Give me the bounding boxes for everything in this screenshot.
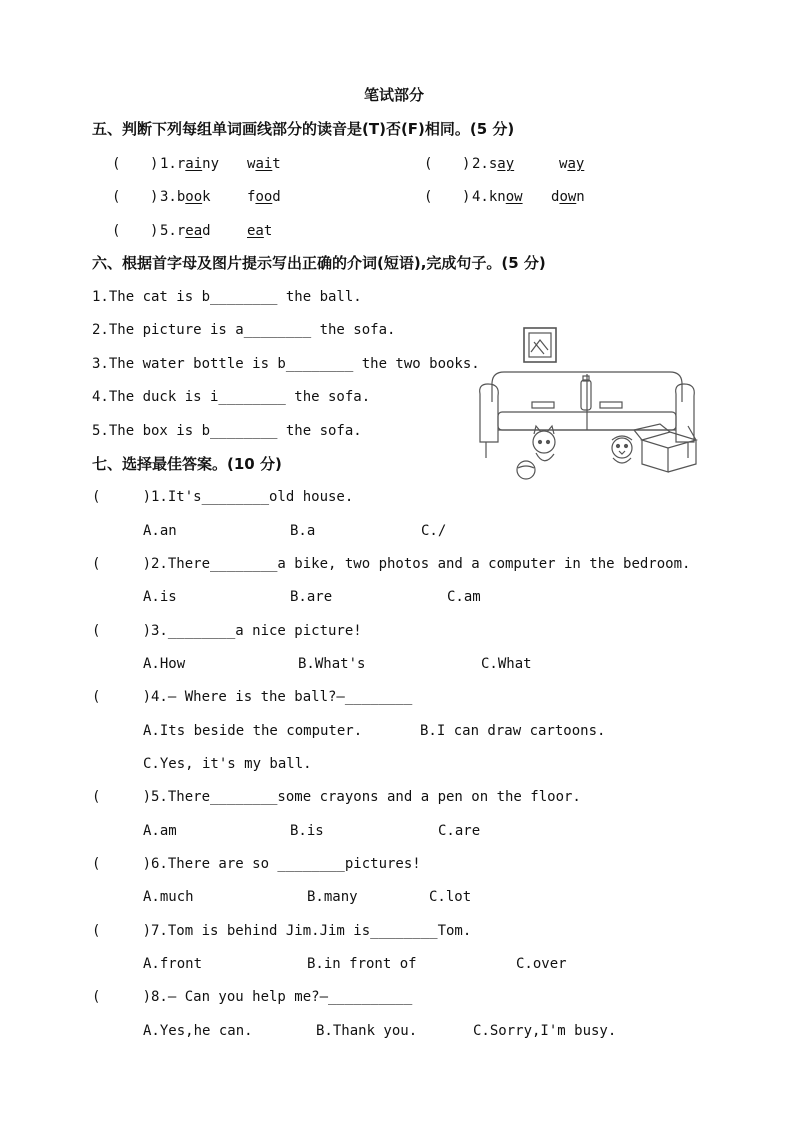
item-number: 2. <box>472 156 489 172</box>
section-6-heading: 六、根据首字母及图片提示写出正确的介词(短语),完成句子。(5 分) <box>92 254 546 272</box>
word-2-prefix: w <box>559 156 568 172</box>
word-2 <box>247 155 281 173</box>
answer-paren-open: ( <box>112 189 121 205</box>
option-a: A.Its beside the computer. <box>143 723 363 739</box>
option-b: B.are <box>290 589 333 605</box>
option-c: C./ <box>421 523 447 539</box>
word-2-underlined: ea <box>247 223 264 239</box>
option-b: B.Thank you. <box>316 1023 418 1039</box>
option-a: A.an <box>143 523 177 539</box>
word-2-prefix: f <box>247 189 256 205</box>
option-a: A.is <box>143 589 177 605</box>
answer-paren-close: ) <box>150 223 159 239</box>
option-c: C.lot <box>429 889 472 905</box>
option-a: A.front <box>143 956 203 972</box>
option-b: B.a <box>290 523 316 539</box>
option-c: C.Yes, it's my ball. <box>143 756 312 772</box>
box <box>634 424 696 472</box>
word-2 <box>551 188 585 206</box>
word-1-underlined: ea <box>185 223 203 239</box>
word-1-underlined: ay <box>497 156 515 172</box>
item-number: 5. <box>160 223 177 239</box>
item-number: 4. <box>472 189 489 205</box>
item-number: 3. <box>160 189 177 205</box>
word-pair-item <box>160 188 211 206</box>
option-a: A.am <box>143 823 177 839</box>
option-c: C.Sorry,I'm busy. <box>473 1023 617 1039</box>
option-b: B.is <box>290 823 324 839</box>
word-1-suffix: k <box>202 189 211 205</box>
duck <box>612 436 632 463</box>
word-1-underlined: ow <box>505 189 523 205</box>
question: ( )2.There________a bike, two photos and a computer in the bedroom. <box>92 556 691 572</box>
word-1-prefix: kn <box>488 189 506 205</box>
question: ( )7.Tom is behind Jim.Jim is________Tom. <box>92 923 472 939</box>
word-2-suffix: n <box>576 189 585 205</box>
word-2 <box>247 188 281 206</box>
word-2-prefix: w <box>247 156 256 172</box>
question: ( )3.________a nice picture! <box>92 623 362 639</box>
fill-blank-sentence: 2.The picture is a________ the sofa. <box>92 322 396 338</box>
option-a: A.Yes,he can. <box>143 1023 253 1039</box>
word-1-prefix: r <box>176 223 186 239</box>
option-c: C.What <box>481 656 532 672</box>
word-2-suffix: t <box>272 156 281 172</box>
word-pair-item <box>472 155 514 173</box>
word-2-underlined: ai <box>255 156 273 172</box>
word-2-prefix: d <box>551 189 560 205</box>
word-2 <box>559 155 584 173</box>
page-title: 笔试部分 <box>364 86 425 104</box>
answer-paren-open: ( <box>112 156 121 172</box>
option-c: C.am <box>447 589 481 605</box>
word-1-suffix: ny <box>202 156 220 172</box>
item-number: 1. <box>160 156 177 172</box>
section-7-heading: 七、选择最佳答案。(10 分) <box>92 455 282 473</box>
question: ( )5.There________some crayons and a pen on the floor. <box>92 789 581 805</box>
answer-paren-close: ) <box>150 189 159 205</box>
word-2-underlined: ay <box>567 156 585 172</box>
option-b: B.I can draw cartoons. <box>420 723 606 739</box>
question: ( )8.— Can you help me?—__________ <box>92 989 413 1005</box>
question: ( )6.There are so ________pictures! <box>92 856 421 872</box>
option-b: B.in front of <box>307 956 417 972</box>
word-1-prefix: s <box>488 156 498 172</box>
sofa-scene-illustration <box>474 322 700 482</box>
sofa <box>480 372 695 458</box>
word-2-underlined: ow <box>559 189 577 205</box>
answer-paren-close: ) <box>462 189 471 205</box>
answer-paren-open: ( <box>112 223 121 239</box>
word-pair-item <box>160 155 219 173</box>
word-pair-item <box>472 188 523 206</box>
fill-blank-sentence: 1.The cat is b________ the ball. <box>92 289 362 305</box>
fill-blank-sentence: 5.The box is b________ the sofa. <box>92 423 362 439</box>
option-c: C.over <box>516 956 567 972</box>
option-c: C.are <box>438 823 481 839</box>
word-1-prefix: b <box>176 189 186 205</box>
word-1-prefix: r <box>176 156 186 172</box>
question: ( )1.It's________old house. <box>92 489 354 505</box>
word-2-suffix: t <box>263 223 273 239</box>
fill-blank-sentence: 3.The water bottle is b________ the two books. <box>92 356 480 372</box>
option-a: A.much <box>143 889 194 905</box>
answer-paren-open: ( <box>424 189 433 205</box>
option-b: B.many <box>307 889 358 905</box>
word-1-suffix: d <box>202 223 211 239</box>
option-a: A.How <box>143 656 186 672</box>
books-and-bottle <box>532 376 622 410</box>
answer-paren-close: ) <box>150 156 159 172</box>
answer-paren-open: ( <box>424 156 433 172</box>
word-2 <box>247 222 272 240</box>
cat-and-ball <box>517 426 555 479</box>
option-b: B.What's <box>298 656 366 672</box>
word-1-underlined: oo <box>185 189 203 205</box>
word-1-underlined: ai <box>185 156 203 172</box>
wall-picture <box>524 328 556 362</box>
fill-blank-sentence: 4.The duck is i________ the sofa. <box>92 389 371 405</box>
answer-paren-close: ) <box>462 156 471 172</box>
word-2-underlined: oo <box>255 189 273 205</box>
word-2-suffix: d <box>272 189 281 205</box>
section-5-heading: 五、判断下列每组单词画线部分的读音是(T)否(F)相同。(5 分) <box>92 120 515 138</box>
question: ( )4.— Where is the ball?—________ <box>92 689 413 705</box>
word-pair-item <box>160 222 211 240</box>
